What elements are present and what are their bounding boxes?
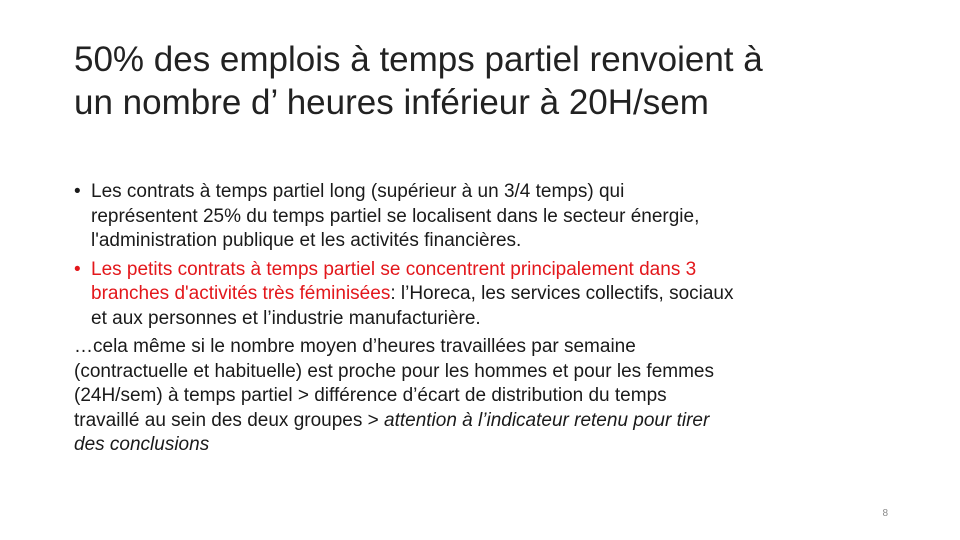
bullet2-highlight: branches d'activités très féminisées (91, 283, 391, 304)
bullet2-line3: et aux personnes et l’industrie manufacturière. (91, 307, 481, 329)
page-number: 8 (882, 508, 888, 519)
para-line4-italic: attention à l’indicateur retenu pour tirer (384, 409, 710, 431)
bullet2-line1: Les petits contrats à temps partiel se concentrent principalement dans 3 (91, 258, 697, 280)
bullet-marker: • (74, 258, 81, 280)
para-line2: (contractuelle et habituelle) est proche pour les hommes et pour les femmes (74, 360, 714, 382)
conclusion-paragraph (74, 335, 904, 458)
para-line5-italic: des conclusions (74, 434, 210, 455)
para-line1: …cela même si le nombre moyen d’heures travaillées par semaine (74, 336, 636, 357)
bullet1-line2: représentent 25% du temps partiel se localisent dans le secteur énergie, (91, 205, 700, 227)
bullet1-line1: Les contrats à temps partiel long (supérieur à un 3/4 temps) qui (91, 181, 625, 202)
para-line4: travaillé au sein des deux groupes > (74, 409, 385, 431)
bullet1-line3: l'administration publique et les activités financières. (91, 230, 522, 251)
bullet-small-contracts (74, 258, 904, 332)
bullet2-line2-rest: : l’Horeca, les services collectifs, sociaux (390, 283, 734, 304)
title-line-1: 50% des emplois à temps partiel renvoient à (74, 40, 763, 79)
para-line3: (24H/sem) à temps partiel > différence d’écart de distribution du temps (74, 385, 667, 406)
slide-title (74, 38, 894, 124)
title-line-2: un nombre d’ heures inférieur à 20H/sem (74, 83, 709, 122)
bullet2-line2 (91, 282, 904, 307)
bullet-marker: • (74, 181, 81, 202)
slide-body (74, 180, 904, 458)
bullet-long-contracts (74, 180, 904, 254)
